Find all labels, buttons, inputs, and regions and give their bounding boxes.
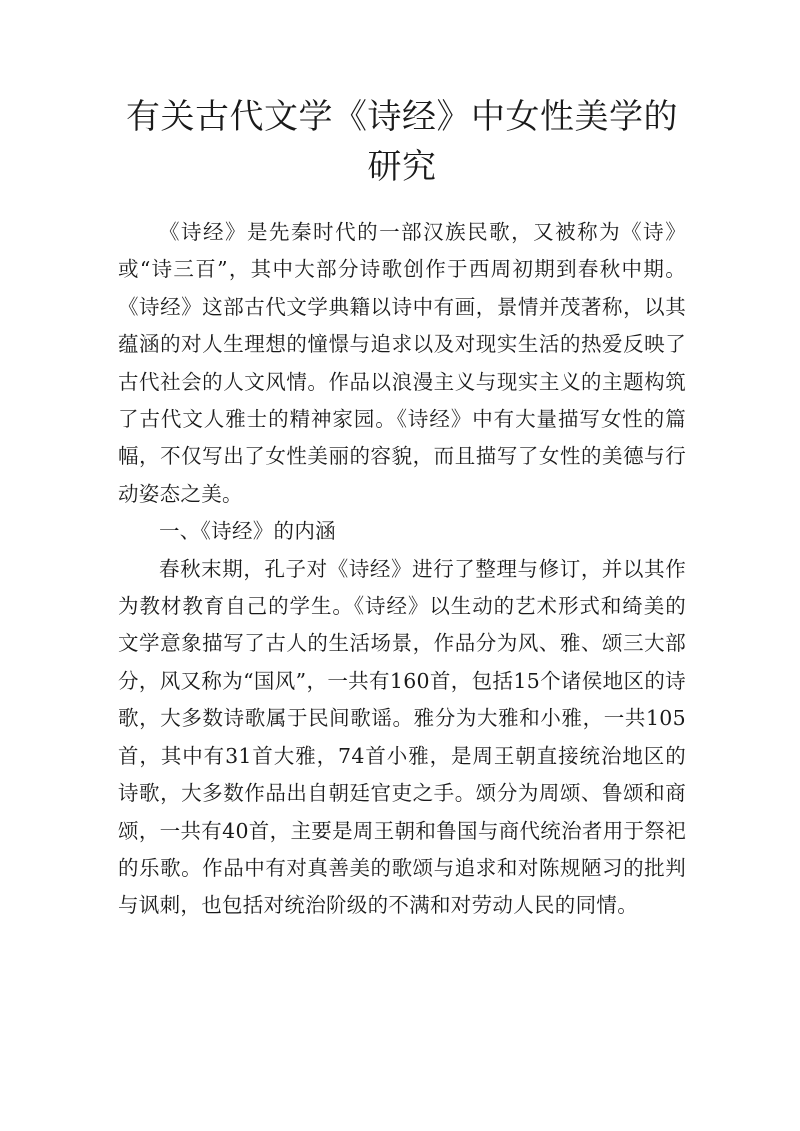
document-body <box>118 214 686 925</box>
document-page <box>118 92 686 925</box>
intro-paragraph: 《诗经》是先秦时代的一部汉族民歌，又被称为《诗》或“诗三百”，其中大部分诗歌创作于西周初期到春秋中期。《诗经》这部古代文学典籍以诗中有画，景情并茂著称，以其蕴涵的对人生理想的憧憬与追求以及对现实生活的热爱反映了古代社会的人文风情。作品以浪漫主义与现实主义的主题构筑了古代文人雅士的精神家园。《诗经》中有大量描写女性的篇幅，不仅写出了女性美丽的容貌，而且描写了女性的美德与行动姿态之美。 <box>118 220 686 506</box>
document-title: 有关古代文学《诗经》中女性美学的研究 <box>126 97 678 187</box>
section-heading: 一、《诗经》的内涵 <box>159 519 336 544</box>
section-paragraph: 春秋末期，孔子对《诗经》进行了整理与修订，并以其作为教材教育自己的学生。《诗经》以生动的艺术形式和绮美的文学意象描写了古人的生活场景，作品分为风、雅、颂三大部分，风又称为“国风”，一共有160首，包括15个诸侯地区的诗歌，大多数诗歌属于民间歌谣。雅分为大雅和小雅，一共105首，其中有31首大雅，74首小雅，是周王朝直接统治地区的诗歌，大多数作品出自朝廷官吏之手。颂分为周颂、鲁颂和商颂，一共有40首，主要是周王朝和鲁国与商代统治者用于祭祀的乐歌。作品中有对真善美的歌颂与追求和对陈规陋习的批判与讽刺，也包括对统治阶级的不满和对劳动人民的同情。 <box>118 556 686 918</box>
